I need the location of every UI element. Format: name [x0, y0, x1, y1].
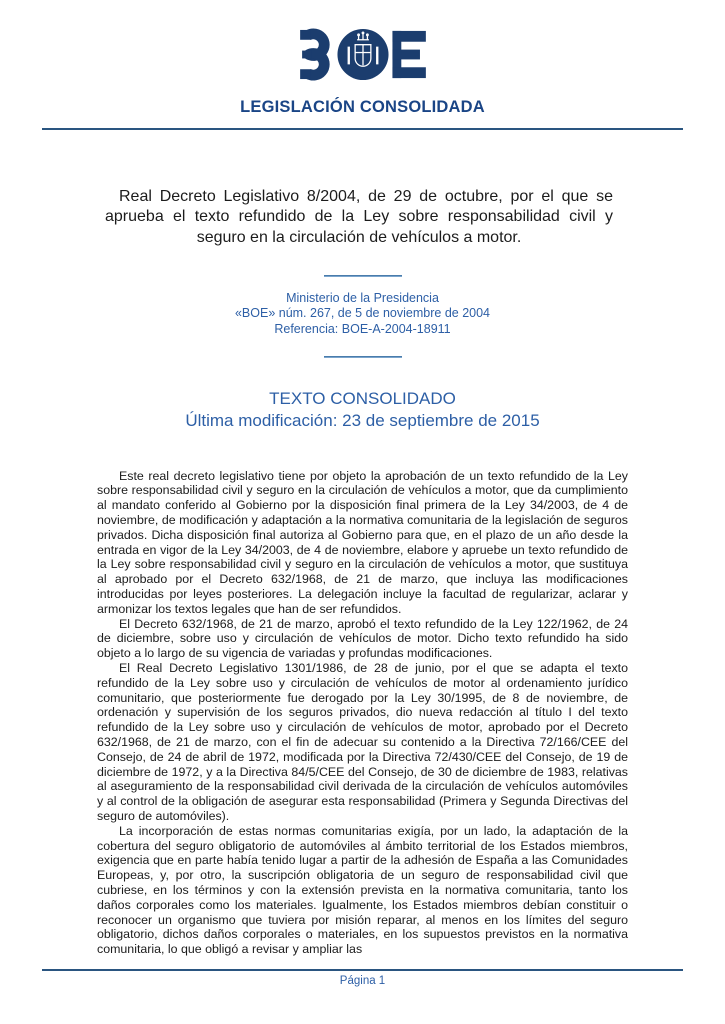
body-paragraph: El Real Decreto Legislativo 1301/1986, de 28 de junio, por el que se adapta el texto refundido de la Ley sobre uso y circulación de vehículos de motor al ordenamiento jurídico comunitario, que posteriormente fue derogado por la Ley 30/1995, de 8 de noviembre, de ordenación y supervisión de los seguros privados, dio nueva redacción al título I del texto refundido de la Ley sobre uso y circulación de vehículos de motor, aprobado por el Decreto 632/1968, de 21 de marzo, con el fin de adecuar su contenido a la Directiva 72/166/CEE del Consejo, de 24 de abril de 1972, modificada por la Directiva 72/430/CEE del Consejo, de 19 de diciembre de 1972, y a la Directiva 84/5/CEE del Consejo, de 30 de diciembre de 1983, relativas al aseguramiento de la responsabilidad civil derivada de la circulación de vehículos automóviles y al control de la obligación de asegurar esta responsabilidad (Primera y Segunda Directivas del seguro de automóviles).	[97, 661, 628, 823]
document-title: Real Decreto Legislativo 8/2004, de 29 de octubre, por el que se aprueba el texto refundido de la Ley sobre responsabilidad civil y seguro en la circulación de vehículos a motor.	[105, 188, 613, 246]
footer-rule	[42, 969, 683, 971]
body-paragraph: La incorporación de estas normas comunitarias exigía, por un lado, la adaptación de la cobertura del seguro obligatorio de automóviles al ámbito territorial de los Estados miembros, exigencia que en parte había tenido lugar a partir de la adhesión de España a las Comunidades Europeas, y, por otro, la suscripción obligatoria de un seguro de responsabilidad civil que cubriese, en los términos y con la extensión prevista en la normativa comunitaria, tanto los daños corporales como los materiales. Igualmente, los Estados miembros debían constituir o reconocer un organismo que tuviera por misión reparar, al menos en los límites del seguro obligatorio, dichos daños corporales o materiales, en los supuestos previstos en la normativa comunitaria, lo que obligó a revisar y ampliar las	[97, 823, 628, 957]
meta-divider-top	[324, 275, 402, 277]
ministry-line: Ministerio de la Presidencia	[286, 290, 439, 305]
body-paragraph: El Decreto 632/1968, de 21 de marzo, aprobó el texto refundido de la Ley 122/1962, de 24 de diciembre, sobre uso y circulación de vehículos de motor. Dicho texto refundido ha sido objeto a lo largo de su vigencia de variadas y profundas modificaciones.	[97, 616, 628, 661]
logo-container	[0, 0, 725, 82]
boe-logo	[297, 27, 429, 82]
consolidated-heading: TEXTO CONSOLIDADO	[269, 388, 456, 408]
publication-meta	[0, 291, 725, 338]
last-modified-line: Última modificación: 23 de septiembre de 2015	[185, 410, 540, 430]
meta-divider-bottom	[324, 356, 402, 358]
body-paragraph: Este real decreto legislativo tiene por objeto la aprobación de un texto refundido de la Ley sobre responsabilidad civil y seguro en la circulación de vehículos a motor, que da cumplimiento al mandato conferido al Gobierno por la disposición final primera de la Ley 34/2003, de 4 de noviembre, de modificación y adaptación a la normativa comunitaria de la legislación de seguros privados. Dicha disposición final autoriza al Gobierno para que, en el plazo de un año desde la entrada en vigor de la Ley 34/2003, de 4 de noviembre, elabore y apruebe un texto refundido de la Ley sobre responsabilidad civil y seguro en la circulación de vehículos a motor, que sustituya al aprobado por el Decreto 632/1968, de 21 de marzo, que incluya las modificaciones introducidas por leyes posteriores. La delegación incluye la facultad de regularizar, aclarar y armonizar los textos legales que han de ser refundidos.	[97, 468, 628, 616]
reference-line: Referencia: BOE-A-2004-18911	[274, 322, 451, 337]
page-footer	[42, 969, 683, 988]
collection-title: LEGISLACIÓN CONSOLIDADA	[240, 98, 485, 116]
page-number: Página 1	[339, 975, 386, 987]
document-body	[97, 469, 628, 957]
consolidated-block	[0, 388, 725, 432]
boe-issue-line: «BOE» núm. 267, de 5 de noviembre de 2004	[234, 306, 491, 321]
header-rule	[42, 128, 683, 130]
